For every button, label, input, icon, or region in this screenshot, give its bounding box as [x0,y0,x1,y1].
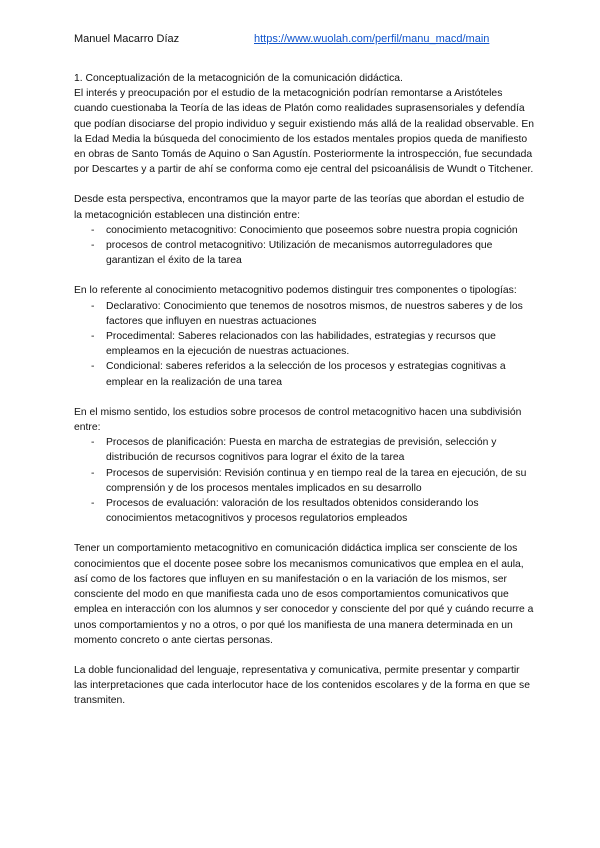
paragraph: Desde esta perspectiva, encontramos que la mayor parte de las teorías que abordan el estudio de la metacognición establecen una distinción entre: [74,194,525,221]
list-item: - Procesos de planificación: Puesta en marcha de estrategias de previsión, selección y distribución de recursos cognitivos para lograr el éxito de la tarea [74,435,534,465]
author-name: Manuel Macarro Díaz [74,33,180,45]
bullet-list [74,435,534,526]
paragraph: La doble funcionalidad del lenguaje, representativa y comunicativa, permite presentar y compartir las interpretaciones que cada interlocutor hace de los contenidos escolares y de la forma en que se transmiten. [74,664,530,707]
list-item: - Procedimental: Saberes relacionados con las habilidades, estrategias y recursos que empleamos en la ejecución de nuestras actuaciones. [74,329,534,359]
bullet-list [74,299,534,390]
list-item: - Procesos de evaluación: valoración de los resultados obtenidos considerando los conocimientos metacognitivos y procesos regulatorios empleados [74,496,534,526]
section-title: 1. Conceptualización de la metacognición de la comunicación didáctica. [74,73,403,84]
paragraph: Tener un comportamiento metacognitivo en comunicación didáctica implica ser consciente de los conocimientos que el docente posee sobre los mecanismos comunicativos que emplea en el aula, así como de los factores que influyen en su manifestación o en la variación de los mismos, ser consciente del modo en que manifiesta cada uno de esos comportamientos comunicativos que emplea en interacción con los alumnos y ser conocedor y consciente del por qué y cuándo recurre a unos comportamientos y no a otros, o por qué los manifiesta de una manera determinada en un momento concreto o ante ciertas personas. [74,543,534,646]
paragraph: El interés y preocupación por el estudio de la metacognición podrían remontarse a Aristóteles cuando cuestionaba la Teoría de las ideas de Platón como realidades suprasensoriales y defendía que podían disociarse del propio individuo y seguir existiendo más allá de la realidad observable. En la Edad Media la búsqueda del conocimiento de los estados mentales propios queda de manifiesto en obras de Santo Tomás de Aquino o San Agustín. Posteriormente la introspección, fue secundada por Descartes y a partir de ahí se conforma como eje central del psicoanálisis de Wundt o Titchener. [74,88,535,176]
list-item: - procesos de control metacognitivo: Utilización de mecanismos autorreguladores que garantizan el éxito de la tarea [74,238,534,268]
bullet-list [74,223,534,269]
list-item: - Condicional: saberes referidos a la selección de los procesos y estrategias cognitivas a emplear en la realización de una tarea [74,359,534,389]
document-body [74,71,534,709]
profile-link[interactable]: https://www.wuolah.com/perfil/manu_macd/main [254,33,490,45]
list-item: - Declarativo: Conocimiento que tenemos de nosotros mismos, de nuestros saberes y de los factores que influyen en nuestras actuaciones [74,299,534,329]
paragraph: En lo referente al conocimiento metacognitivo podemos distinguir tres componentes o tipologías: [74,285,517,297]
list-item: - conocimiento metacognitivo: Conocimiento que poseemos sobre nuestra propia cognición [74,223,534,238]
paragraph: En el mismo sentido, los estudios sobre procesos de control metacognitivo hacen una subdivisión entre: [74,406,522,434]
list-item: - Procesos de supervisión: Revisión continua y en tiempo real de la tarea en ejecución, de su comprensión y de los procesos mentales implicados en su desarrollo [74,466,534,496]
